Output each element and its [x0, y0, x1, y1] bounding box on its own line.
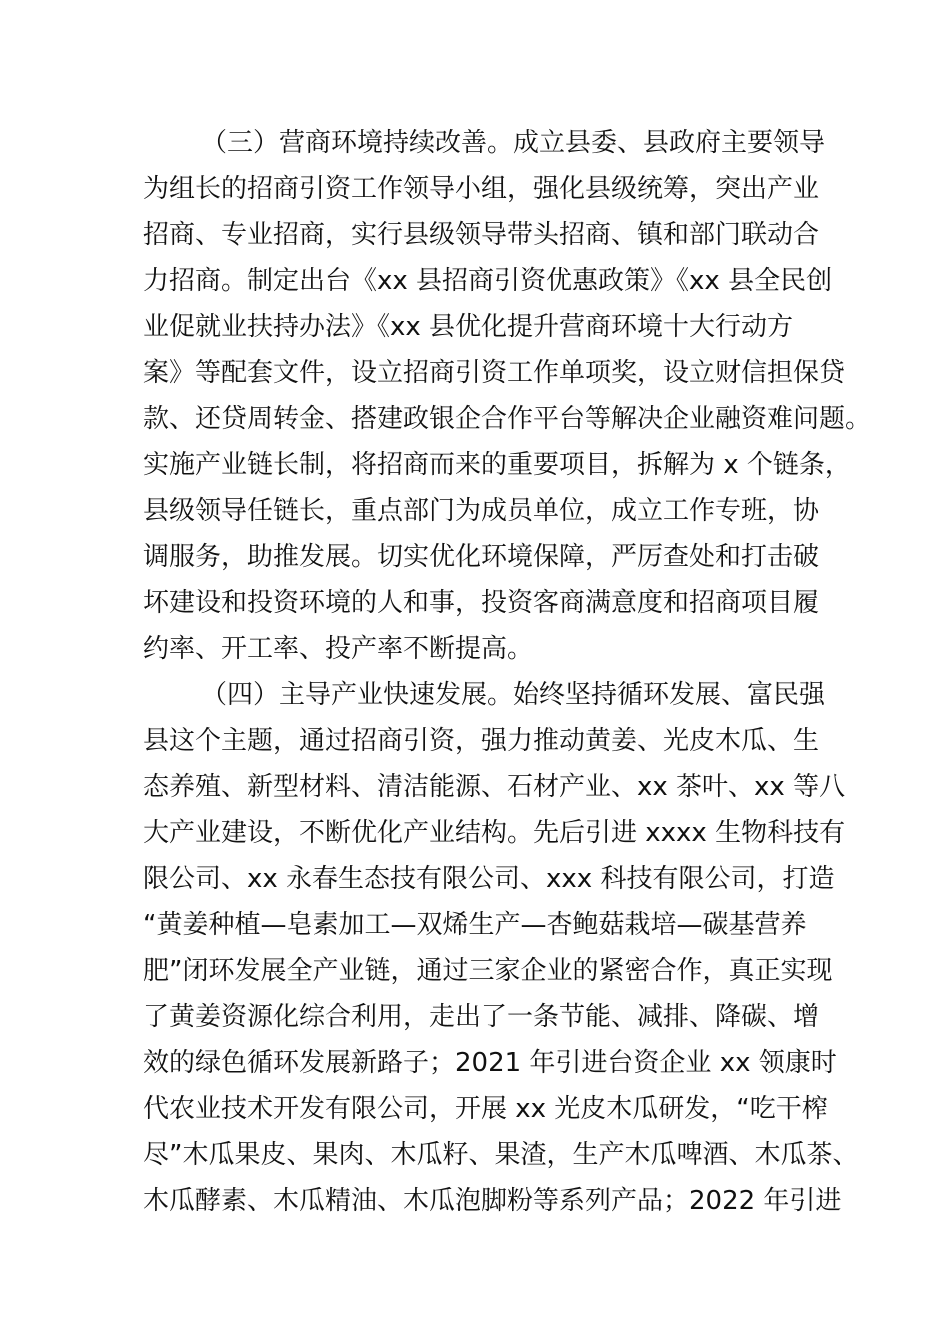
text-line: 业促就业扶持办法》《xx 县优化提升营商环境十大行动方	[143, 312, 794, 342]
paragraph-4-heading-line: （四）主导产业快速发展。始终坚持循环发展、富民强	[201, 680, 826, 710]
text-line: 大产业建设，不断优化产业结构。先后引进 xxxx 生物科技有	[143, 818, 846, 848]
text-line: 县这个主题，通过招商引资，强力推动黄姜、光皮木瓜、生	[143, 726, 820, 756]
body-text	[143, 120, 872, 1224]
text-line: 调服务，助推发展。切实优化环境保障，严厉查处和打击破	[143, 542, 820, 572]
text-line: 实施产业链长制，将招商而来的重要项目，拆解为 x 个链条，	[143, 450, 851, 480]
text-line: 态养殖、新型材料、清洁能源、石材产业、xx 茶叶、xx 等八	[143, 772, 846, 802]
text-line: 力招商。制定出台《xx 县招商引资优惠政策》《xx 县全民创	[143, 266, 833, 296]
text-line: 约率、开工率、投产率不断提高。	[143, 634, 534, 664]
text-line: 代农业技术开发有限公司，开展 xx 光皮木瓜研发，“吃干榨	[143, 1094, 828, 1124]
text-line: 坏建设和投资环境的人和事，投资客商满意度和招商项目履	[143, 588, 820, 618]
text-line: 了黄姜资源化综合利用，走出了一条节能、减排、降碳、增	[143, 1002, 820, 1032]
text-line: 县级领导任链长，重点部门为成员单位，成立工作专班，协	[143, 496, 820, 526]
text-line: 款、还贷周转金、搭建政银企合作平台等解决企业融资难问题。	[143, 404, 872, 434]
text-line: 为组长的招商引资工作领导小组，强化县级统筹，突出产业	[143, 174, 820, 204]
text-line: 效的绿色循环发展新路子；2021 年引进台资企业 xx 领康时	[143, 1048, 837, 1078]
text-line: 尽”木瓜果皮、果肉、木瓜籽、果渣，生产木瓜啤酒、木瓜茶、	[143, 1140, 859, 1170]
text-line: 案》等配套文件，设立招商引资工作单项奖，设立财信担保贷	[143, 358, 846, 388]
text-line: 木瓜酵素、木瓜精油、木瓜泡脚粉等系列产品；2022 年引进	[143, 1186, 842, 1216]
text-line: 招商、专业招商，实行县级领导带头招商、镇和部门联动合	[143, 220, 820, 250]
text-line: “黄姜种植—皂素加工—双烯生产—杏鲍菇栽培—碳基营养	[143, 910, 807, 940]
text-line: 肥”闭环发展全产业链，通过三家企业的紧密合作，真正实现	[143, 956, 833, 986]
text-line: 限公司、xx 永春生态技有限公司、xxx 科技有限公司，打造	[143, 864, 835, 894]
paragraph-3-heading-line: （三）营商环境持续改善。成立县委、县政府主要领导	[201, 128, 826, 158]
